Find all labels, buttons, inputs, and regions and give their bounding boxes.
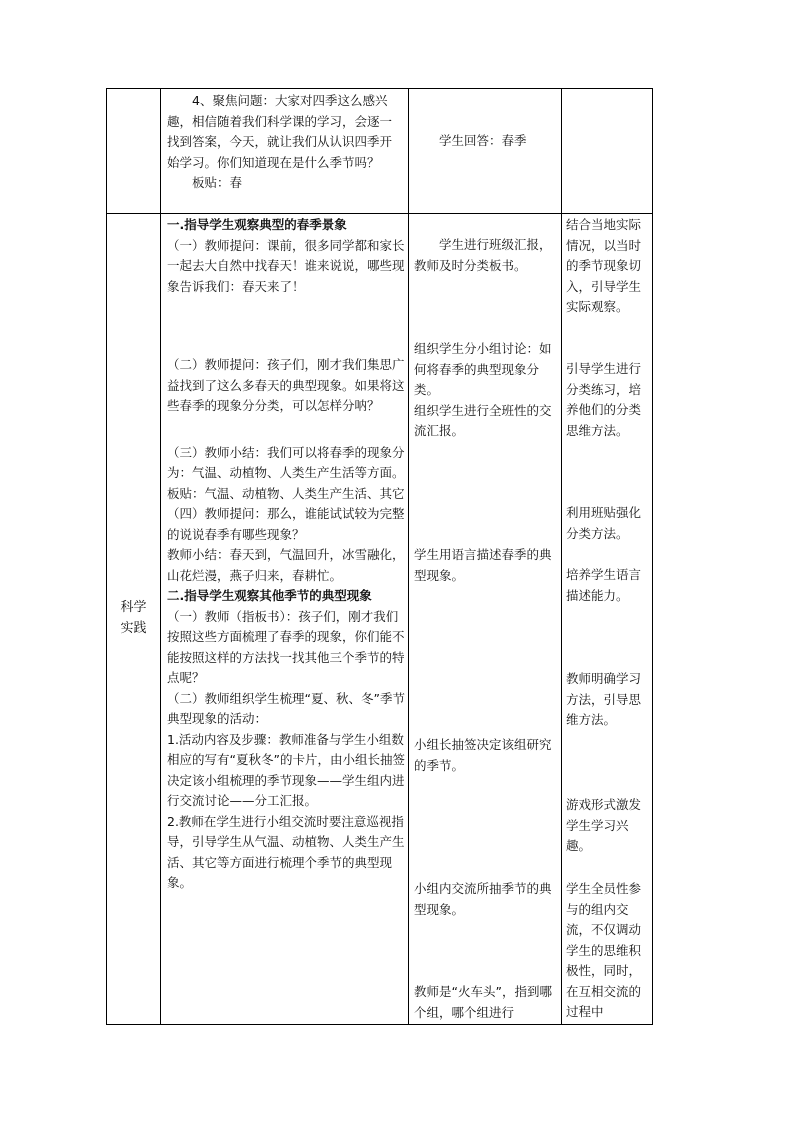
design-intent-2: [566, 359, 649, 441]
student-activity-text: 教师是“火车头”，指到哪个组，哪个组进行: [414, 984, 552, 1020]
student-activity-3: [414, 545, 557, 586]
design-intent-text: 结合当地实际情况，以当时的季节现象切入，引导学生实际观察。: [566, 217, 642, 314]
student-activity-6: [414, 982, 557, 1023]
design-intent-text: 培养学生语言描述能力。: [566, 567, 642, 603]
design-intent-text: 引导学生进行分类练习，培养他们的分类思维方法。: [566, 361, 642, 438]
row2-section-label: 科学 实践: [120, 600, 147, 636]
student-activity-text: 小组长抽签决定该组研究的季节。: [414, 737, 552, 773]
student-activity-text: 组织学生分小组讨论：如何将春季的典型现象分类。: [414, 341, 552, 397]
design-intent-text: 利用班贴强化分类方法。: [566, 505, 642, 541]
activity-paragraph: （一）教师（指板书）：孩子们，刚才我们按照这些方面梳理了春季的现象，你们能不能按照这样的方法找一找其他三个季节的特点呢？: [167, 608, 405, 685]
column-divider: [408, 89, 409, 1024]
student-activity-text: 学生进行班级汇报，教师及时分类板书。: [414, 237, 552, 273]
activity-paragraph: （四）教师提问：那么，谁能试试较为完整的说说春季有哪些现象？: [167, 506, 405, 542]
row-divider: [107, 213, 652, 214]
activity-paragraph: （二）教师组织学生梳理“夏、秋、冬”季节典型现象的活动：: [167, 690, 405, 726]
row1-student-text: 学生回答：春季: [439, 133, 527, 148]
activity-paragraph: 教师小结：春天到，气温回升，冰雪融化，山花烂漫，燕子归来，春耕忙。: [167, 547, 405, 583]
activity-paragraph: （二）教师提问：孩子们，刚才我们集思广益找到了这么多春天的典型现象。如果将这些春季的现象分分类，可以怎样分呐？: [167, 357, 405, 413]
design-intent-7: [566, 879, 649, 1023]
activity-paragraph: 1.活动内容及步骤：教师准备与学生小组数相应的写有“夏秋冬”的卡片，由小组长抽签决定该小组梳理的季节现象——学生组内进行交流讨论——分工汇报。: [167, 731, 405, 808]
column-divider: [160, 89, 161, 1024]
student-activity-4: [414, 735, 557, 776]
section-heading-other-seasons: 二.指导学生观察其他季节的典型现象: [167, 588, 372, 603]
design-intent-1: [566, 215, 649, 318]
design-intent-text: 游戏形式激发学生学习兴趣。: [566, 797, 642, 853]
student-activity-text: 小组内交流所抽季节的典型现象。: [414, 881, 552, 917]
student-activity-5: [414, 879, 557, 920]
row1-activity-cell: [167, 91, 403, 194]
design-intent-4: [566, 565, 649, 606]
activity-paragraph: 板贴：气温、动植物、人类生产生活、其它: [167, 485, 405, 501]
row1-activity-text: 4、聚焦问题：大家对四季这么感兴趣，相信随着我们科学课的学习，会逐一找到答案，今天，就让我们从认识四季开始学习。你们知道现在是什么季节吗？: [167, 93, 393, 170]
row2-activity-cell: [167, 215, 405, 894]
lesson-plan-table: [106, 88, 653, 1025]
row1-board-note: 板贴：春: [192, 175, 243, 190]
activity-paragraph: （三）教师小结：我们可以将春季的现象分为：气温、动植物、人类生产生活等方面。: [167, 444, 405, 480]
design-intent-text: 教师明确学习方法，引导思维方法。: [566, 671, 642, 727]
activity-paragraph: （一）教师提问：课前，很多同学都和家长一起去大自然中找春天！谁来说说，哪些现象告诉我们：春天来了！: [167, 237, 405, 294]
activity-paragraph: 2.教师在学生进行小组交流时要注意巡视指导，引导学生从气温、动植物、人类生产生活、其它等方面进行梳理个季节的典型现象。: [167, 813, 405, 890]
design-intent-text: 学生全员性参与的组内交流，不仅调动学生的思维积极性，同时，在互相交流的过程中: [566, 881, 642, 1019]
student-activity-text: 组织学生进行全班性的交流汇报。: [414, 402, 552, 438]
design-intent-6: [566, 795, 649, 857]
design-intent-3: [566, 503, 649, 544]
row1-student-cell: [414, 131, 556, 152]
student-activity-text: 学生用语言描述春季的典型现象。: [414, 547, 552, 583]
section-heading-spring: 一.指导学生观察典型的春季景象: [167, 217, 347, 232]
design-intent-5: [566, 669, 649, 731]
column-divider: [561, 89, 562, 1024]
student-activity-2: [414, 339, 557, 442]
student-activity-1: [414, 235, 557, 276]
